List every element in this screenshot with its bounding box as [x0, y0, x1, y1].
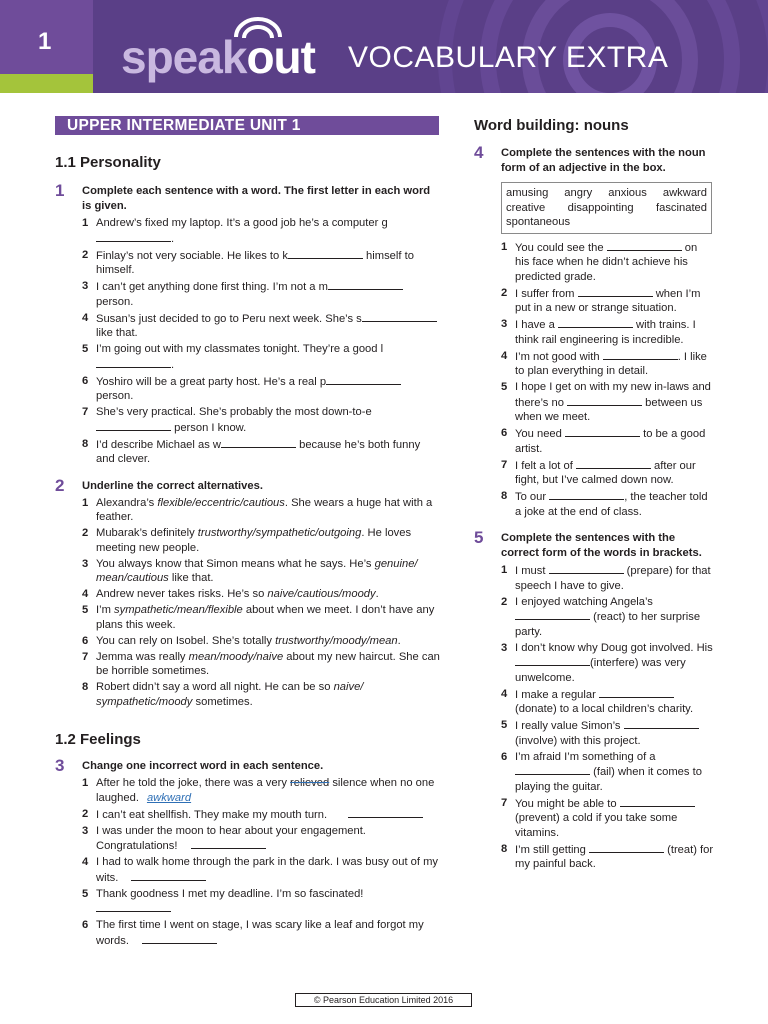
item-text: to be a good artist.: [515, 428, 706, 455]
item-number: 5: [501, 381, 508, 393]
answer-blank[interactable]: [328, 279, 403, 290]
item-text: I’m still getting: [515, 843, 589, 856]
item-text: I’m: [96, 604, 115, 616]
list-item: [501, 595, 714, 640]
list-item: [82, 311, 440, 341]
item-text: silence when no one laughed.: [96, 777, 435, 804]
item-text: after our fight, but I’ve calmed down now.: [515, 459, 696, 486]
item-number: 2: [82, 527, 89, 539]
alternatives[interactable]: mean/moody/naive: [188, 650, 284, 663]
answer-blank[interactable]: [607, 240, 682, 251]
item-number: 4: [82, 856, 89, 868]
exercise-number: 1: [55, 181, 65, 200]
list-item: [501, 240, 714, 285]
answer-blank[interactable]: [96, 231, 171, 242]
exercise-instruction: Complete each sentence with a word. The first letter in each word is given.: [82, 185, 431, 212]
answer-blank[interactable]: [96, 420, 171, 431]
answer-blank[interactable]: [515, 655, 590, 666]
list-item: [82, 526, 440, 555]
item-number: 2: [501, 595, 508, 608]
list-item: [501, 489, 714, 519]
item-text: I make a regular: [515, 688, 599, 701]
item-text: sometimes.: [192, 695, 253, 708]
list-item: [501, 563, 714, 593]
item-text: You always know that Simon means what he says. He’s: [96, 557, 375, 570]
exercise-items: [82, 776, 440, 948]
item-number: 5: [82, 604, 89, 616]
list-item: [82, 587, 440, 602]
item-text: I’d describe Michael as w: [96, 438, 221, 451]
exercise-number: 3: [55, 756, 65, 775]
item-number: 1: [82, 496, 89, 509]
copyright-footer: © Pearson Education Limited 2016: [295, 993, 472, 1007]
item-text: I hope I get on with my new in-laws and there’s no: [515, 381, 711, 409]
list-item: [82, 248, 440, 278]
answer-blank[interactable]: [191, 838, 266, 849]
answer-blank[interactable]: [96, 357, 171, 368]
item-number: 4: [82, 311, 89, 324]
list-item: [501, 349, 714, 379]
brand-out: out: [246, 31, 315, 83]
item-text: with trains. I think rail engineering is incredible.: [515, 319, 696, 346]
answer-blank[interactable]: [96, 901, 171, 912]
list-item: [501, 687, 714, 717]
item-text: Robert didn’t say a word all night. He can be so: [96, 681, 334, 693]
item-text: Yoshiro will be a great party host. He’s a real p: [96, 375, 327, 388]
brand-speak: speak: [121, 31, 247, 83]
exercise-instruction: Underline the correct alternatives.: [82, 479, 263, 492]
answer-blank[interactable]: [348, 807, 423, 818]
item-number: 2: [501, 286, 508, 299]
item-text: I felt a lot of: [515, 459, 576, 472]
example-answer: awkward: [146, 791, 192, 804]
answer-blank[interactable]: [142, 933, 217, 944]
item-text: Andrew never takes risks. He’s so: [96, 588, 268, 600]
page-header: [0, 0, 768, 93]
item-text: After he told the joke, there was a very: [96, 777, 291, 789]
item-text: I can’t eat shellfish. They make my mouth turn.: [96, 808, 328, 821]
section-title-personality: 1.1 Personality: [55, 154, 161, 171]
answer-blank[interactable]: [221, 437, 296, 448]
item-text: Mubarak’s definitely: [96, 527, 198, 539]
list-item: [82, 405, 440, 435]
item-text: You might be able to: [515, 797, 620, 810]
item-number: 8: [82, 437, 89, 450]
item-text: between us when we meet.: [515, 396, 703, 423]
exercise-1: [55, 181, 440, 467]
item-text: I’m afraid I’m something of a: [515, 750, 656, 763]
alternatives[interactable]: flexible/eccentric/cautious: [157, 496, 285, 509]
item-text: I was under the moon to hear about your engagement. Congratulations!: [96, 824, 366, 852]
item-text: .: [375, 588, 379, 600]
item-text: To our: [515, 491, 550, 503]
answer-blank[interactable]: [515, 764, 590, 775]
item-text: . He loves meeting new people.: [96, 527, 412, 554]
unit-banner: UPPER INTERMEDIATE UNIT 1: [55, 116, 439, 135]
answer-blank[interactable]: [599, 687, 674, 698]
item-number: 7: [501, 458, 508, 471]
item-number: 6: [82, 919, 89, 931]
list-item: [501, 750, 714, 795]
item-text: You can rely on Isobel. She’s totally: [96, 634, 276, 647]
item-text: (fail) when it comes to playing the guitar.: [515, 766, 702, 793]
list-item: [82, 437, 440, 467]
answer-blank[interactable]: [131, 870, 206, 881]
brand-logo: [121, 30, 315, 84]
struck-word: relieved: [290, 777, 330, 789]
item-text: I can’t get anything done first thing. I’m not a m: [96, 281, 328, 293]
item-number: 3: [82, 824, 89, 837]
item-text: (interfere) was very unwelcome.: [515, 657, 686, 684]
list-item: [82, 279, 440, 309]
exercise-instruction: Change one incorrect word in each sentence.: [82, 760, 324, 772]
exercise-instruction: Complete the sentences with the noun form of an adjective in the box.: [501, 147, 706, 174]
exercise-instruction: Complete the sentences with the correct form of the words in brackets.: [501, 532, 702, 559]
item-number: 1: [501, 240, 508, 253]
list-item: [82, 374, 440, 404]
item-number: 8: [501, 842, 508, 855]
item-text: Jemma was really: [96, 650, 189, 663]
item-number: 2: [82, 807, 89, 820]
answer-blank[interactable]: [620, 796, 695, 807]
list-item: [82, 887, 440, 917]
list-item: [501, 286, 714, 316]
item-text: when I’m put in a new or strange situation.: [515, 287, 701, 314]
right-column: [474, 116, 714, 873]
answer-blank[interactable]: [578, 286, 653, 297]
item-text: on his face when he didn’t achieve his predicted grade.: [515, 241, 698, 283]
answer-blank[interactable]: [549, 489, 624, 500]
item-text: person I know.: [171, 421, 247, 434]
item-text: Finlay’s not very sociable. He likes to k: [96, 249, 288, 262]
item-number: 3: [501, 318, 508, 330]
list-item: [501, 842, 714, 872]
answer-blank[interactable]: [567, 395, 642, 406]
item-text: . I like to plan everything in detail.: [515, 350, 707, 377]
item-number: 5: [501, 719, 508, 731]
list-item: [501, 426, 714, 456]
item-text: I suffer from: [515, 287, 578, 300]
alternatives[interactable]: sympathetic/mean/flexible: [114, 604, 243, 616]
alternatives[interactable]: trustworthy/moody/mean: [275, 634, 398, 647]
alternatives[interactable]: naive/cautious/moody: [267, 588, 376, 600]
answer-blank[interactable]: [603, 349, 678, 360]
item-number: 7: [82, 650, 89, 663]
item-number: 6: [501, 750, 508, 763]
item-number: 4: [501, 349, 508, 362]
exercise-2: [55, 475, 440, 710]
list-item: [82, 680, 440, 709]
item-number: 1: [501, 564, 508, 576]
item-text: (treat) for my painful back.: [515, 843, 714, 870]
exercise-number: 4: [474, 143, 484, 162]
item-text: I’m not good with: [515, 350, 603, 363]
item-number: 3: [82, 280, 89, 292]
item-text: . She wears a huge hat with a feather.: [96, 496, 433, 523]
alternatives[interactable]: genuine/ mean/cautious: [96, 557, 418, 584]
list-item: [501, 718, 714, 748]
answer-blank[interactable]: [515, 609, 590, 620]
item-text: You need: [515, 428, 565, 440]
item-text: Susan’s just decided to go to Peru next week. She’s s: [96, 312, 362, 325]
item-text: person.: [96, 390, 134, 402]
list-item: [82, 634, 440, 649]
list-item: [82, 216, 440, 246]
item-text: (donate) to a local children’s charity.: [515, 703, 694, 715]
answer-blank[interactable]: [565, 426, 640, 437]
alternatives[interactable]: naive/ sympathetic/moody: [96, 681, 364, 708]
section-title-feelings: 1.2 Feelings: [55, 731, 141, 748]
list-item: [501, 458, 714, 488]
item-text: I’m going out with my classmates tonight. They’re a good l: [96, 343, 384, 355]
item-number: 7: [82, 406, 89, 418]
exercise-3: [55, 756, 440, 948]
item-text: .: [397, 634, 401, 647]
list-item: [82, 557, 440, 586]
list-item: [82, 496, 440, 525]
answer-blank[interactable]: [624, 718, 699, 729]
exercise-items: [501, 563, 714, 872]
exercise-5: [474, 528, 714, 872]
list-item: [82, 824, 440, 854]
item-text: himself to himself.: [96, 249, 414, 276]
item-text: (prevent) a cold if you take some vitamins.: [515, 812, 678, 839]
list-item: [82, 650, 440, 679]
left-column: [55, 116, 440, 950]
item-text: because he’s both funny and clever.: [96, 438, 421, 465]
item-number: 4: [82, 588, 89, 600]
item-number: 8: [501, 490, 508, 502]
item-text: I had to walk home through the park in the dark. I was busy out of my wits.: [96, 856, 439, 884]
item-number: 2: [82, 248, 89, 261]
item-number: 6: [501, 427, 508, 439]
list-item: [82, 918, 440, 948]
item-text: I really value Simon’s: [515, 720, 624, 732]
list-item: [82, 807, 440, 823]
item-number: 1: [82, 217, 89, 229]
exercise-items: [82, 216, 440, 467]
exercise-number: 5: [474, 528, 484, 547]
item-number: 8: [82, 681, 89, 693]
item-text: (react) to her surprise party.: [515, 611, 701, 638]
item-number: 6: [82, 374, 89, 387]
item-text: I have a: [515, 319, 558, 331]
list-item: [82, 855, 440, 885]
item-text: about when we meet. I don’t have any plans this week.: [96, 604, 435, 631]
answer-blank[interactable]: [558, 317, 633, 328]
item-text: I must: [515, 565, 549, 577]
unit-tab-accent: [0, 74, 93, 93]
item-text: The first time I went on stage, I was scary like a leaf and forgot my words.: [96, 919, 424, 947]
exercise-items: [501, 240, 714, 520]
item-number: 7: [501, 796, 508, 809]
item-number: 6: [82, 634, 89, 647]
item-text: .: [171, 232, 175, 245]
list-item: [82, 603, 440, 632]
item-text: I enjoyed watching Angela’s: [515, 595, 653, 608]
item-text: .: [171, 358, 175, 371]
alternatives[interactable]: trustworthy/sympathetic/outgoing: [197, 527, 362, 539]
answer-blank[interactable]: [589, 842, 664, 853]
list-item: [501, 796, 714, 841]
item-text: about my new haircut. She can be horrible sometimes.: [96, 650, 440, 677]
item-number: 4: [501, 687, 508, 700]
list-item: [82, 342, 440, 372]
item-text: Thank goodness I met my deadline. I’m so fascinated!: [96, 887, 364, 900]
answer-blank[interactable]: [362, 311, 437, 322]
answer-blank[interactable]: [549, 563, 624, 574]
word-box: amusing angry anxious awkward creative disappointing fascinated spontaneous: [501, 182, 712, 234]
list-item: [501, 317, 714, 347]
unit-number: 1: [38, 28, 52, 55]
item-text: like that.: [96, 327, 138, 339]
answer-blank[interactable]: [288, 248, 363, 259]
list-item: [501, 641, 714, 686]
exercise-items: [82, 496, 440, 710]
item-text: (involve) with this project.: [515, 734, 641, 747]
list-item: [501, 380, 714, 425]
exercise-number: 2: [55, 475, 65, 495]
item-text: , the teacher told a joke at the end of class.: [515, 491, 708, 518]
exercise-4: [474, 143, 714, 519]
item-text: person.: [96, 295, 134, 308]
answer-blank[interactable]: [326, 374, 401, 385]
item-number: 3: [82, 557, 89, 570]
item-text: She’s very practical. She’s probably the most down-to-e: [96, 406, 372, 418]
item-text: (prepare) for that speech I have to give.: [515, 565, 711, 592]
item-text: Andrew’s fixed my laptop. It’s a good job he’s a computer g: [96, 217, 388, 229]
page-title: VOCABULARY EXTRA: [348, 41, 669, 74]
list-item: [82, 776, 440, 805]
item-number: 1: [82, 777, 89, 789]
item-text: I don’t know why Doug got involved. His: [515, 641, 713, 654]
item-number: 5: [82, 887, 89, 900]
answer-blank[interactable]: [576, 458, 651, 469]
item-text: like that.: [168, 572, 214, 584]
item-number: 3: [501, 641, 508, 654]
item-text: Alexandra’s: [96, 496, 158, 509]
item-text: You could see the: [515, 241, 607, 254]
section-title-word-building: Word building: nouns: [474, 117, 629, 134]
item-number: 5: [82, 343, 89, 355]
